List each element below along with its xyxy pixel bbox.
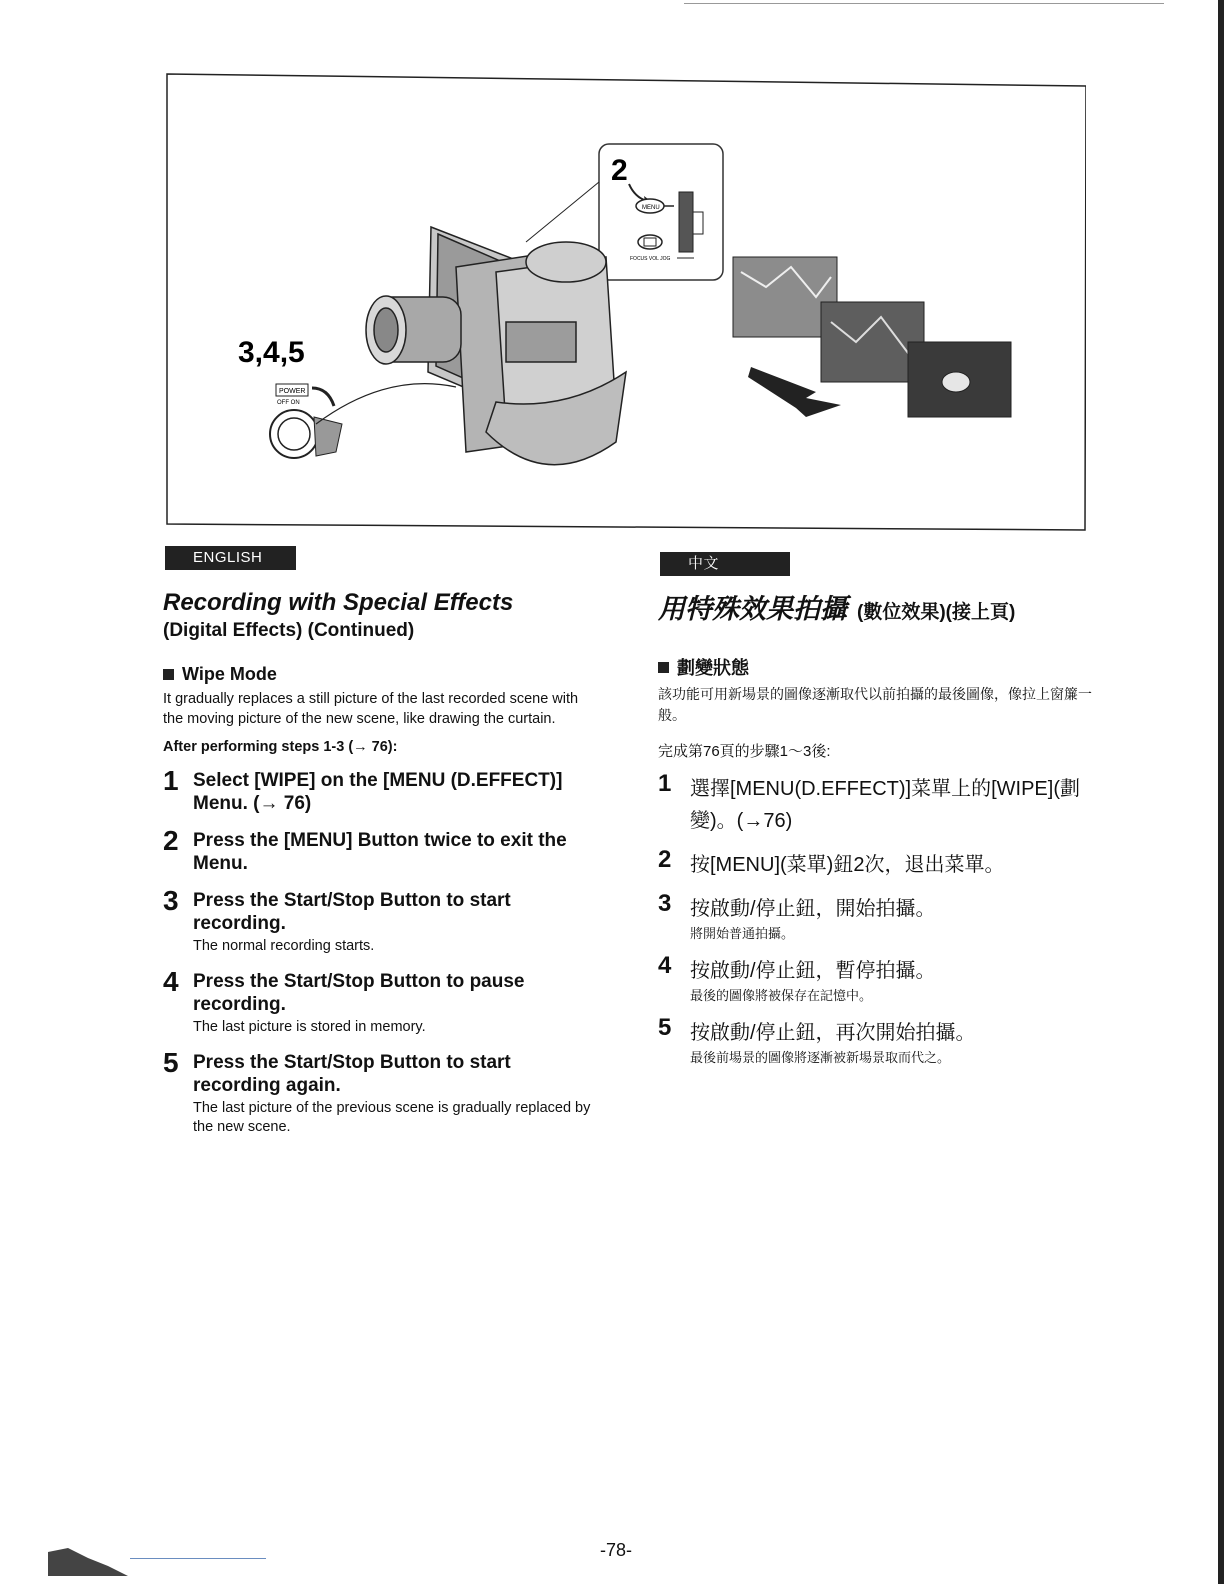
chinese-step-5: 5 按啟動/停止鈕，再次開始拍攝。 最後前場景的圖像將逐漸被新場景取而代之。 bbox=[658, 1014, 976, 1065]
english-step-4: 4 Press the Start/Stop Button to pause recording. The last picture is stored in memory. bbox=[163, 966, 525, 1035]
scan-edge-bar bbox=[1218, 0, 1224, 1584]
english-column bbox=[163, 588, 593, 1137]
chinese-step-1: 1 選擇[MENU(D.EFFECT)]菜單上的[WIPE](劃變)。(→76) bbox=[658, 770, 1080, 832]
callout-number-2: 2 bbox=[611, 154, 628, 187]
chinese-tag: 中文 bbox=[660, 552, 790, 576]
wipe-mode-heading: Wipe Mode bbox=[163, 664, 593, 685]
chinese-step-4: 4 按啟動/停止鈕，暫停拍攝。 最後的圖像將被保存在記憶中。 bbox=[658, 952, 936, 1003]
chinese-after-note: 完成第76頁的步驟1～3後: bbox=[658, 743, 831, 760]
english-tag: ENGLISH bbox=[165, 546, 296, 570]
bullet-square-icon bbox=[163, 669, 174, 680]
english-step-3: 3 Press the Start/Stop Button to start recording. The normal recording starts. bbox=[163, 885, 511, 954]
callout-number-345: 3,4,5 bbox=[238, 336, 305, 369]
svg-text:POWER: POWER bbox=[279, 388, 306, 395]
svg-text:OFF ON: OFF ON bbox=[277, 400, 300, 406]
svg-text:MENU: MENU bbox=[642, 205, 660, 211]
english-step-1: 1 Select [WIPE] on the [MENU (D.EFFECT)] Menu. (→ 76) bbox=[163, 765, 563, 814]
scan-top-line bbox=[684, 3, 1164, 4]
english-step-5: 5 Press the Start/Stop Button to start recording again. The last picture of the previous scene is gradually replaced by the new scene. bbox=[163, 1047, 591, 1135]
chinese-section-heading: 劃變狀態 bbox=[658, 654, 1098, 680]
english-step-2: 2 Press the [MENU] Button twice to exit the Menu. bbox=[163, 825, 567, 874]
chinese-step-2: 2 按[MENU](菜單)鈕2次，退出菜單。 bbox=[658, 846, 1005, 876]
camcorder-body bbox=[366, 227, 626, 465]
english-after-note: After performing steps 1-3 (→ 76): bbox=[163, 739, 398, 755]
page-number: -78- bbox=[600, 1540, 633, 1560]
svg-text:FOCUS VOL JOG: FOCUS VOL JOG bbox=[630, 256, 671, 262]
english-title: Recording with Special Effects bbox=[163, 589, 514, 616]
scan-artifact bbox=[48, 1544, 128, 1576]
english-subtitle: (Digital Effects) (Continued) bbox=[163, 620, 415, 641]
english-description: It gradually replaces a still picture of the last recorded scene with the moving picture of the new scene, like drawing the curtain. bbox=[163, 691, 579, 727]
chinese-description: 該功能可用新場景的圖像逐漸取代以前拍攝的最後圖像，像拉上窗簾一般。 bbox=[658, 686, 1092, 723]
camcorder-illustration bbox=[166, 72, 1086, 532]
bullet-square-icon bbox=[658, 662, 669, 673]
chinese-column bbox=[658, 592, 1098, 1067]
footer-line bbox=[130, 1558, 266, 1559]
chinese-step-3: 3 按啟動/停止鈕，開始拍攝。 將開始普通拍攝。 bbox=[658, 890, 936, 941]
jog-dial-icon bbox=[679, 192, 693, 252]
chinese-title: 用特殊效果拍攝 (數位效果)(接上頁) bbox=[658, 594, 1016, 624]
